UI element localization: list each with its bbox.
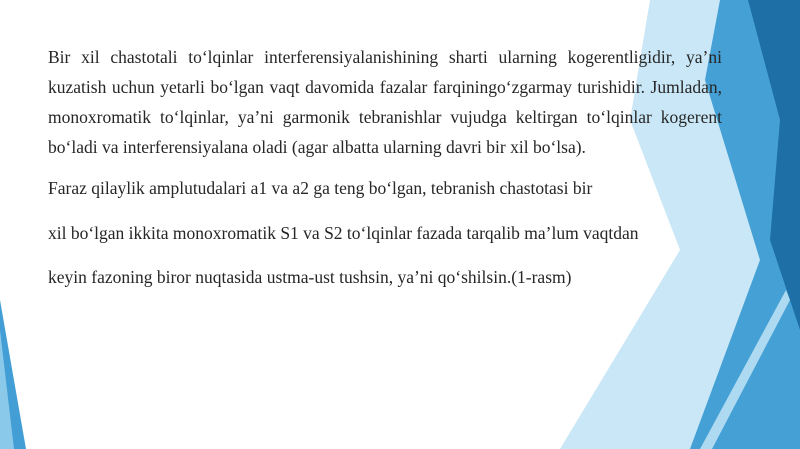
text-line-assumption: Faraz qilaylik amplutudalari a1 va a2 ga teng bo‘lgan, tebranish chastotasi bir bbox=[48, 178, 593, 198]
text-content bbox=[48, 42, 722, 293]
paragraph-coherence: Bir xil chastotali to‘lqinlar interferensiyalanishining sharti ularning kogerentligidir, ya’ni kuzatish uchun yetarli bo‘lgan vaqt davomida fazalar farqiningo‘zgarmay turishidir. Jumladan, monoxromatik to‘lqinlar, ya’ni garmonik tebranishlar vujudga keltirgan to‘lqinlar kogerent bo‘ladi va interferensiyalana oladi (agar albatta ularning davri bir xil bo‘lsa). bbox=[48, 47, 722, 157]
text-line-sources: xil bo‘lgan ikkita monoxromatik S1 va S2 to‘lqinlar fazada tarqalib ma’lum vaqtdan bbox=[48, 223, 639, 243]
text-line-superposition: keyin fazoning biror nuqtasida ustma-ust tushsin, ya’ni qo‘shilsin.(1-rasm) bbox=[48, 267, 572, 287]
